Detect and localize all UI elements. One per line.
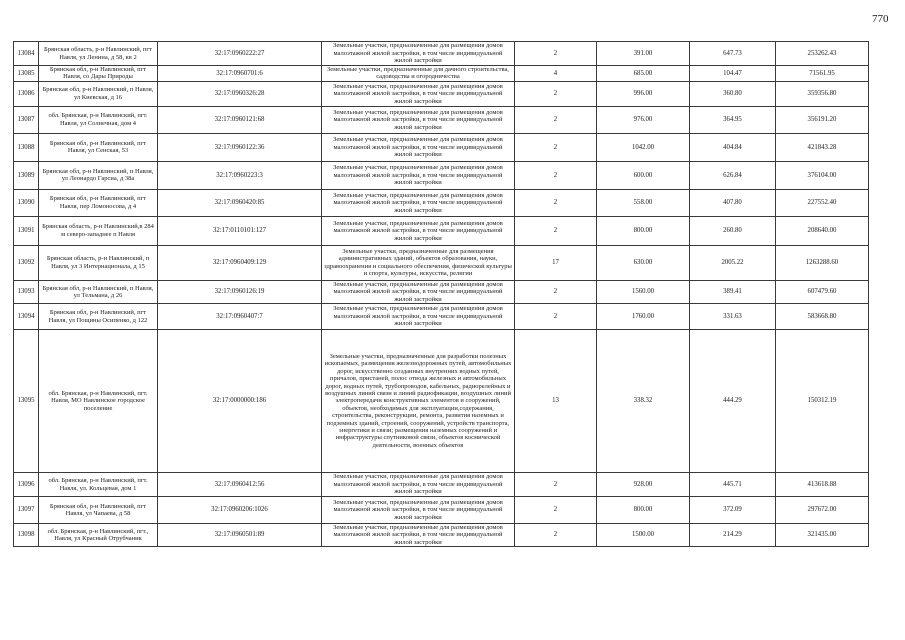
area-cell: 976.00	[597, 106, 690, 133]
specific-value-cell: 214.29	[690, 524, 776, 547]
table-row	[14, 330, 869, 473]
table-row	[14, 280, 869, 303]
record-number-cell: 13089	[14, 161, 39, 189]
specific-value-cell: 407.80	[690, 189, 776, 216]
cadastral-value-cell: 1263288.60	[776, 245, 869, 280]
specific-value-cell: 444.29	[690, 330, 776, 473]
use-group-cell: 2	[515, 280, 597, 303]
land-use-purpose-cell: Земельные участки, предназначенные для размещения домов малоэтажной жилой застройки, в том числе индивидуальной жилой застройки	[322, 81, 515, 106]
address-cell: Брянская обл, р-н Навлинский, пгт Навля, ул Сенская, 53	[39, 133, 158, 161]
record-number-cell: 13092	[14, 245, 39, 280]
cadastral-number-cell: 32:17:0110101:127	[158, 216, 322, 245]
cadastral-number-cell: 32:17:0960420:85	[158, 189, 322, 216]
land-use-purpose-cell: Земельные участки, предназначенные для разработки полезных ископаемых, размещения железнодорожных путей, автомобильных дорог, искусственно созданных внутренних водных путей, причалов, пристаней, полос отвода железных и автомобильных дорог, водных путей, трубопроводов, кабельных, радиорелейных и воздушных линий связи и линий радиофикации, воздушных линий электропередачи конструктивных элементов и сооружений, объектов, необходимых для эксплуатации,содержания, строительства, реконструкции, ремонта, развития наземных и подземных зданий, строений, сооружений, устройств транспорта, энергетики и связи; размещения наземных сооружений и инфраструктуры спутниковой связи, объектов космической деятельности, военных объектов	[322, 330, 515, 473]
record-number-cell: 13097	[14, 497, 39, 524]
cadastral-number-cell: 32:17:0960126:19	[158, 280, 322, 303]
land-use-purpose-cell: Земельные участки, предназначенные для размещения домов малоэтажной жилой застройки, в том числе индивидуальной жилой застройки	[322, 473, 515, 497]
use-group-cell: 2	[515, 106, 597, 133]
address-cell: Брянская область, р-н Навлинский, пгт Навля, ул Ленина, д 58, кв 2	[39, 42, 158, 66]
land-use-purpose-cell: Земельные участки, предназначенные для размещения домов малоэтажной жилой застройки, в том числе индивидуальной жилой застройки	[322, 42, 515, 66]
use-group-cell: 2	[515, 189, 597, 216]
record-number-cell: 13086	[14, 81, 39, 106]
use-group-cell: 2	[515, 161, 597, 189]
cadastral-value-cell: 583668.80	[776, 304, 869, 330]
cadastral-value-cell: 208640.00	[776, 216, 869, 245]
area-cell: 630.00	[597, 245, 690, 280]
area-cell: 800.00	[597, 216, 690, 245]
area-cell: 1760.00	[597, 304, 690, 330]
specific-value-cell: 360.80	[690, 81, 776, 106]
specific-value-cell: 404.84	[690, 133, 776, 161]
cadastral-number-cell: 32:17:0960326:28	[158, 81, 322, 106]
area-cell: 338.32	[597, 330, 690, 473]
address-cell: Брянская обл, р-н Навлинский, пгт Навля, ул Пощины Осипенко, д 122	[39, 304, 158, 330]
land-use-purpose-cell: Земельные участки, предназначенные для дачного строительства, садоводства и огородничества	[322, 66, 515, 82]
record-number-cell: 13094	[14, 304, 39, 330]
land-use-purpose-cell: Земельные участки, предназначенные для размещения домов малоэтажной жилой застройки, в том числе индивидуальной жилой застройки	[322, 189, 515, 216]
page-number: 770	[872, 13, 889, 25]
cadastral-value-cell: 607479.60	[776, 280, 869, 303]
land-use-purpose-cell: Земельные участки, предназначенные для размещения домов малоэтажной жилой застройки, в том числе индивидуальной жилой застройки	[322, 216, 515, 245]
cadastral-number-cell: 32:17:0960122:36	[158, 133, 322, 161]
use-group-cell: 2	[515, 81, 597, 106]
record-number-cell: 13098	[14, 524, 39, 547]
cadastral-number-cell: 32:17:0960412:56	[158, 473, 322, 497]
cadastral-number-cell: 32:17:0960501:89	[158, 524, 322, 547]
area-cell: 558.00	[597, 189, 690, 216]
use-group-cell: 2	[515, 524, 597, 547]
address-cell: Брянская область, р-н Навлинский, п Навля, ул 3 Интернационала, д 15	[39, 245, 158, 280]
area-cell: 996.00	[597, 81, 690, 106]
address-cell: Брянская обл, р-н Навлинский, п Навля, ул Киевская, д 16	[39, 81, 158, 106]
table-row	[14, 133, 869, 161]
cadastral-value-cell: 356191.20	[776, 106, 869, 133]
cadastral-value-cell: 413618.88	[776, 473, 869, 497]
cadastral-value-cell: 297672.00	[776, 497, 869, 524]
address-cell: Брянская обл, р-н Навлинский, пгт Навля, пер Ломоносова, д 4	[39, 189, 158, 216]
use-group-cell: 2	[515, 216, 597, 245]
cadastral-number-cell: 32:17:0960206:1026	[158, 497, 322, 524]
table-row	[14, 497, 869, 524]
area-cell: 800.00	[597, 497, 690, 524]
table-row	[14, 216, 869, 245]
use-group-cell: 2	[515, 497, 597, 524]
table-body	[14, 42, 869, 547]
address-cell: Брянская область, р-н Навлинский,в 284 м северо-западнее п Навля	[39, 216, 158, 245]
table-row	[14, 106, 869, 133]
address-cell: Брянская обл, р-н Навлинский, п Навля, ул Леонардо Гарсиа, д 38а	[39, 161, 158, 189]
cadastral-value-cell: 71561.95	[776, 66, 869, 82]
specific-value-cell: 445.71	[690, 473, 776, 497]
table-row	[14, 304, 869, 330]
specific-value-cell: 389.41	[690, 280, 776, 303]
area-cell: 928.00	[597, 473, 690, 497]
land-use-purpose-cell: Земельные участки, предназначенные для размещения домов малоэтажной жилой застройки, в том числе индивидуальной жилой застройки	[322, 304, 515, 330]
use-group-cell: 17	[515, 245, 597, 280]
area-cell: 1560.00	[597, 280, 690, 303]
record-number-cell: 13085	[14, 66, 39, 82]
cadastral-number-cell: 32:17:0960407:7	[158, 304, 322, 330]
land-use-purpose-cell: Земельные участки, предназначенные для размещения домов малоэтажной жилой застройки, в том числе индивидуальной жилой застройки	[322, 280, 515, 303]
specific-value-cell: 260.80	[690, 216, 776, 245]
specific-value-cell: 2005.22	[690, 245, 776, 280]
table-row	[14, 42, 869, 66]
address-cell: Брянская обл, р-н Навлинский, п Навля, ул Тельмана, д 26	[39, 280, 158, 303]
record-number-cell: 13093	[14, 280, 39, 303]
record-number-cell: 13091	[14, 216, 39, 245]
table-row	[14, 524, 869, 547]
use-group-cell: 13	[515, 330, 597, 473]
land-use-purpose-cell: Земельные участки, предназначенные для размещения домов малоэтажной жилой застройки, в том числе индивидуальной жилой застройки	[322, 497, 515, 524]
table-row	[14, 161, 869, 189]
area-cell: 685.00	[597, 66, 690, 82]
record-number-cell: 13096	[14, 473, 39, 497]
use-group-cell: 2	[515, 304, 597, 330]
record-number-cell: 13095	[14, 330, 39, 473]
land-use-purpose-cell: Земельные участки, предназначенные для размещения домов малоэтажной жилой застройки, в том числе индивидуальной жилой застройки	[322, 524, 515, 547]
cadastral-number-cell: 32:17:0960409:129	[158, 245, 322, 280]
cadastral-value-cell: 227552.40	[776, 189, 869, 216]
use-group-cell: 2	[515, 42, 597, 66]
specific-value-cell: 331.63	[690, 304, 776, 330]
land-use-purpose-cell: Земельные участки, предназначенные для размещения административных зданий, объектов образования, науки, здравоохранения и социального обеспечения, физической культуры и спорта, культуры, искусства, религии	[322, 245, 515, 280]
table-row	[14, 66, 869, 82]
specific-value-cell: 626.84	[690, 161, 776, 189]
area-cell: 600.00	[597, 161, 690, 189]
address-cell: обл. Брянская, р-н Навлинский, пгт. Навля, ул. Кольцевая, дом 1	[39, 473, 158, 497]
land-use-purpose-cell: Земельные участки, предназначенные для размещения домов малоэтажной жилой застройки, в том числе индивидуальной жилой застройки	[322, 133, 515, 161]
record-number-cell: 13088	[14, 133, 39, 161]
table-row	[14, 245, 869, 280]
use-group-cell: 2	[515, 133, 597, 161]
cadastral-value-table	[13, 41, 869, 547]
cadastral-number-cell: 32:17:0960121:68	[158, 106, 322, 133]
land-use-purpose-cell: Земельные участки, предназначенные для размещения домов малоэтажной жилой застройки, в том числе индивидуальной жилой застройки	[322, 106, 515, 133]
table-row	[14, 81, 869, 106]
area-cell: 1500.00	[597, 524, 690, 547]
cadastral-value-cell: 150312.19	[776, 330, 869, 473]
address-cell: обл. Брянская, р-н Навлинский, пгт., Навля, ул Красный Отрубчаник	[39, 524, 158, 547]
area-cell: 391.00	[597, 42, 690, 66]
address-cell: обл. Брянская, р-н Навлинский, пгт. Навля, ул Солнечная, дом 4	[39, 106, 158, 133]
specific-value-cell: 364.95	[690, 106, 776, 133]
cadastral-value-cell: 421843.28	[776, 133, 869, 161]
use-group-cell: 2	[515, 473, 597, 497]
area-cell: 1042.00	[597, 133, 690, 161]
cadastral-value-cell: 321435.00	[776, 524, 869, 547]
address-cell: Брянская обл, р-н Навлинский, пгт Навля, ул Чапаева, д 58	[39, 497, 158, 524]
table-row	[14, 189, 869, 216]
cadastral-value-cell: 376104.00	[776, 161, 869, 189]
record-number-cell: 13090	[14, 189, 39, 216]
cadastral-number-cell: 32:17:0960701:6	[158, 66, 322, 82]
record-number-cell: 13084	[14, 42, 39, 66]
specific-value-cell: 647.73	[690, 42, 776, 66]
land-use-purpose-cell: Земельные участки, предназначенные для размещения домов малоэтажной жилой застройки, в том числе индивидуальной жилой застройки	[322, 161, 515, 189]
record-number-cell: 13087	[14, 106, 39, 133]
specific-value-cell: 372.09	[690, 497, 776, 524]
cadastral-number-cell: 32:17:0000000:186	[158, 330, 322, 473]
address-cell: Брянская обл, р-н Навлинский, пгт Навля, со Дары Природы	[39, 66, 158, 82]
use-group-cell: 4	[515, 66, 597, 82]
table-row	[14, 473, 869, 497]
address-cell: обл. Брянская, р-н Навлинский, пгт. Навля, МО Навлинское городское поселение	[39, 330, 158, 473]
cadastral-number-cell: 32:17:0960223:3	[158, 161, 322, 189]
cadastral-value-cell: 253262.43	[776, 42, 869, 66]
cadastral-value-cell: 359356.80	[776, 81, 869, 106]
cadastral-number-cell: 32:17:0960222:27	[158, 42, 322, 66]
specific-value-cell: 104.47	[690, 66, 776, 82]
